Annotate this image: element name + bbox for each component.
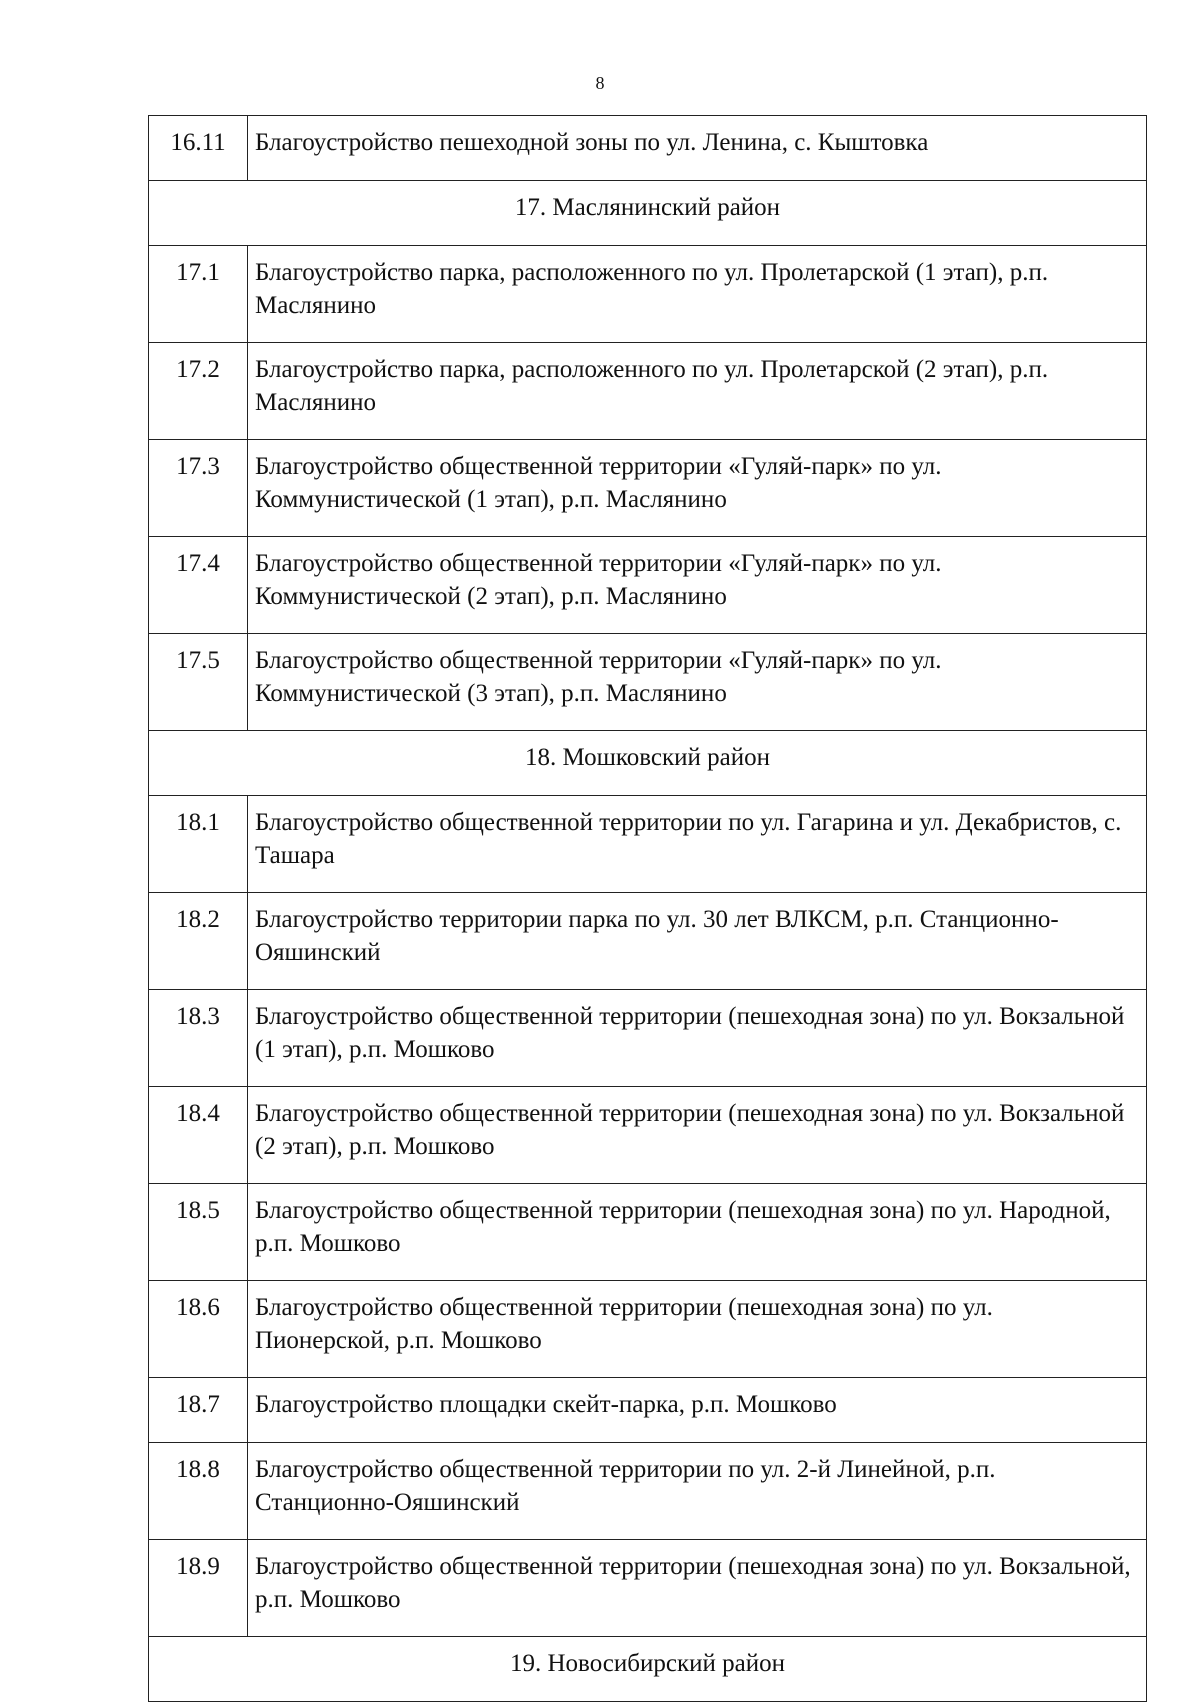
item-description: Благоустройство общественной территории (пешеходная зона) по ул. Вокзальной, р.п. Мошково — [248, 1540, 1147, 1637]
item-number: 18.2 — [149, 893, 248, 990]
section-header-row — [149, 181, 1147, 246]
page-number: 8 — [595, 73, 605, 93]
section-header-row — [149, 1637, 1147, 1702]
table-row — [149, 246, 1147, 343]
item-number: 18.3 — [149, 990, 248, 1087]
improvement-objects-table — [148, 115, 1147, 1702]
item-number: 16.11 — [149, 116, 248, 181]
item-number: 18.7 — [149, 1378, 248, 1443]
table-row — [149, 634, 1147, 731]
item-description: Благоустройство общественной территории (пешеходная зона) по ул. Вокзальной (1 этап), р.п. Мошково — [248, 990, 1147, 1087]
item-number: 18.6 — [149, 1281, 248, 1378]
item-description: Благоустройство территории парка по ул. 30 лет ВЛКСМ, р.п. Станционно-Ояшинский — [248, 893, 1147, 990]
table-row — [149, 990, 1147, 1087]
table-body — [149, 116, 1147, 1702]
item-description: Благоустройство общественной территории «Гуляй-парк» по ул. Коммунистической (3 этап), р.п. Маслянино — [248, 634, 1147, 731]
item-description: Благоустройство парка, расположенного по ул. Пролетарской (2 этап), р.п. Маслянино — [248, 343, 1147, 440]
item-number: 17.5 — [149, 634, 248, 731]
item-description: Благоустройство общественной территории по ул. Гагарина и ул. Декабристов, с. Ташара — [248, 796, 1147, 893]
section-title: 17. Маслянинский район — [149, 181, 1147, 246]
item-description: Благоустройство общественной территории «Гуляй-парк» по ул. Коммунистической (2 этап), р.п. Маслянино — [248, 537, 1147, 634]
item-number: 18.1 — [149, 796, 248, 893]
table-row — [149, 1184, 1147, 1281]
table-row — [149, 1087, 1147, 1184]
item-number: 18.8 — [149, 1443, 248, 1540]
item-number: 17.1 — [149, 246, 248, 343]
item-number: 18.9 — [149, 1540, 248, 1637]
table-row — [149, 537, 1147, 634]
table-row — [149, 893, 1147, 990]
item-description: Благоустройство общественной территории (пешеходная зона) по ул. Вокзальной (2 этап), р.п. Мошково — [248, 1087, 1147, 1184]
item-description: Благоустройство площадки скейт-парка, р.п. Мошково — [248, 1378, 1147, 1443]
table-row — [149, 343, 1147, 440]
table-row — [149, 1281, 1147, 1378]
item-number: 17.4 — [149, 537, 248, 634]
item-number: 18.5 — [149, 1184, 248, 1281]
item-description: Благоустройство парка, расположенного по ул. Пролетарской (1 этап), р.п. Маслянино — [248, 246, 1147, 343]
item-description: Благоустройство общественной территории (пешеходная зона) по ул. Народной, р.п. Мошково — [248, 1184, 1147, 1281]
item-description: Благоустройство пешеходной зоны по ул. Ленина, с. Кыштовка — [248, 116, 1147, 181]
section-title: 18. Мошковский район — [149, 731, 1147, 796]
item-description: Благоустройство общественной территории (пешеходная зона) по ул. Пионерской, р.п. Мошково — [248, 1281, 1147, 1378]
section-title: 19. Новосибирский район — [149, 1637, 1147, 1702]
item-number: 17.3 — [149, 440, 248, 537]
table-row — [149, 440, 1147, 537]
table-row — [149, 1443, 1147, 1540]
table-row — [149, 796, 1147, 893]
table-row — [149, 1540, 1147, 1637]
table-row — [149, 1378, 1147, 1443]
section-header-row — [149, 731, 1147, 796]
item-number: 18.4 — [149, 1087, 248, 1184]
item-description: Благоустройство общественной территории по ул. 2-й Линейной, р.п. Станционно-Ояшинский — [248, 1443, 1147, 1540]
table-row — [149, 116, 1147, 181]
item-number: 17.2 — [149, 343, 248, 440]
item-description: Благоустройство общественной территории «Гуляй-парк» по ул. Коммунистической (1 этап), р.п. Маслянино — [248, 440, 1147, 537]
